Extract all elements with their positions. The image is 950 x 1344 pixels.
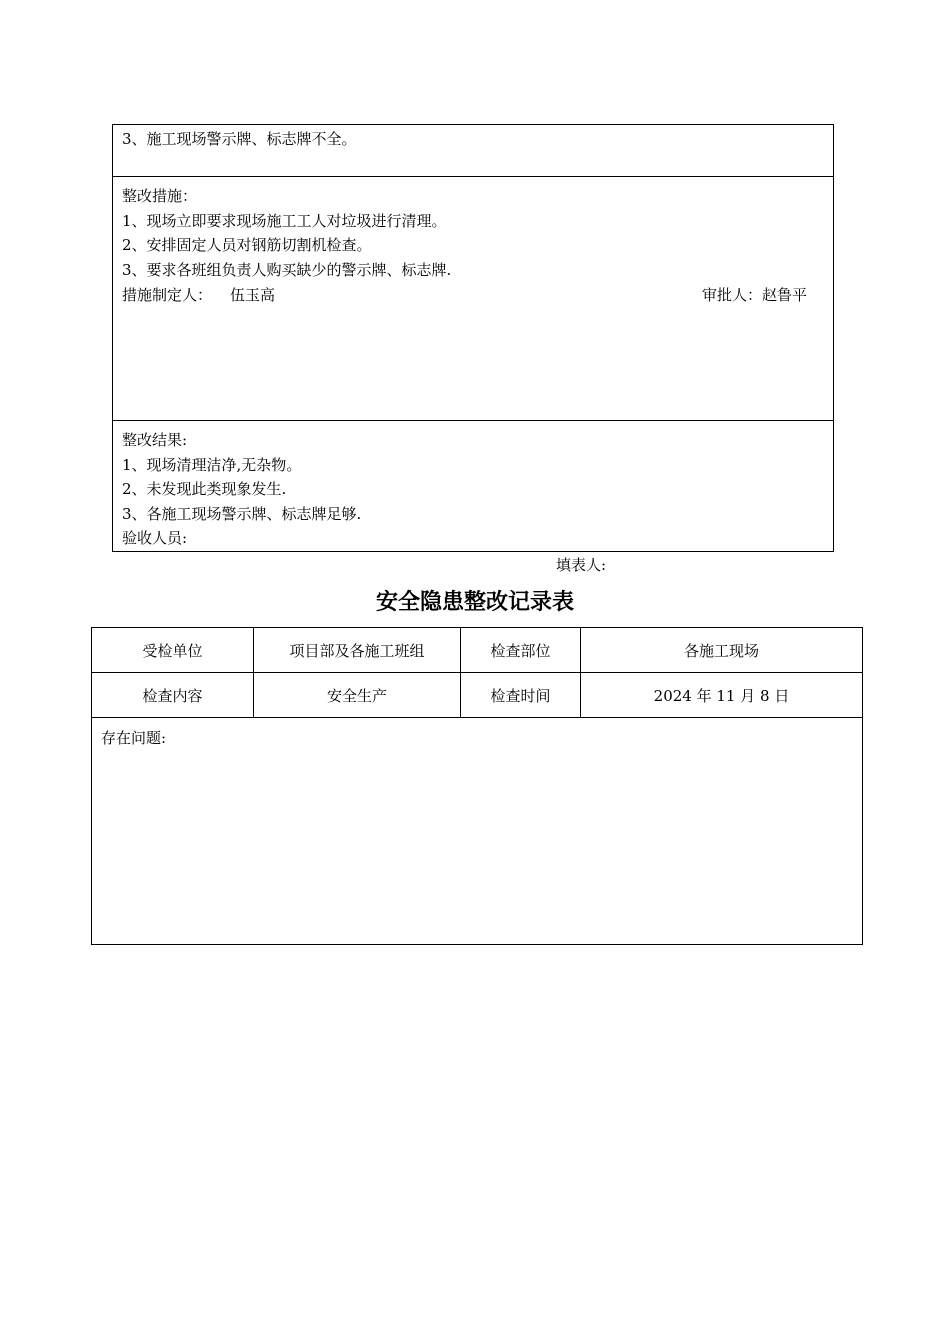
issues-label: 存在问题:: [101, 729, 167, 747]
page-title: 安全隐患整改记录表: [375, 590, 574, 615]
inspection-area-label: 检查部位: [461, 628, 581, 673]
inspection-content-value: 安全生产: [254, 673, 461, 718]
previous-form-table: [112, 124, 834, 552]
measure-maker: [122, 285, 275, 305]
measure-approver: [702, 285, 807, 305]
measure-item-3: 3、要求各班组负责人购买缺少的警示牌、标志牌.: [122, 261, 452, 279]
problem-tail-row: [113, 125, 833, 176]
filler-label: 填表人:: [556, 556, 607, 574]
measure-maker-label: 措施制定人：: [122, 286, 213, 304]
issues-cell: [92, 718, 863, 945]
measure-item-2: 2、安排固定人员对钢筋切割机检查。: [122, 236, 372, 254]
results-row: [113, 420, 833, 552]
measures-row: [113, 176, 833, 420]
inspection-area-value: 各施工现场: [581, 628, 863, 673]
inspection-time-label: 检查时间: [461, 673, 581, 718]
table-row: [92, 628, 863, 673]
table-row: [92, 718, 863, 945]
inspected-unit-value: 项目部及各施工班组: [254, 628, 461, 673]
result-item-3: 3、各施工现场警示牌、标志牌足够.: [122, 505, 362, 523]
acceptor-label: 验收人员:: [122, 529, 188, 547]
inspection-time-value: 2024 年 11 月 8 日: [581, 673, 863, 718]
measure-approver-label: 审批人：: [701, 286, 762, 304]
inspected-unit-label: 受检单位: [92, 628, 254, 673]
measures-heading: 整改措施：: [122, 187, 198, 205]
results-heading: 整改结果:: [122, 431, 188, 449]
result-item-2: 2、未发现此类现象发生.: [122, 480, 287, 498]
record-table: [91, 627, 863, 945]
measure-item-1: 1、现场立即要求现场施工工人对垃圾进行清理。: [122, 212, 447, 230]
inspection-content-label: 检查内容: [92, 673, 254, 718]
measure-maker-name: 伍玉高: [230, 286, 276, 304]
measure-approver-name: 赵鲁平: [761, 286, 807, 304]
result-item-1: 1、现场清理洁净,无杂物。: [122, 456, 302, 474]
problem-item-3: 3、施工现场警示牌、标志牌不全。: [122, 130, 357, 148]
table-row: [92, 673, 863, 718]
